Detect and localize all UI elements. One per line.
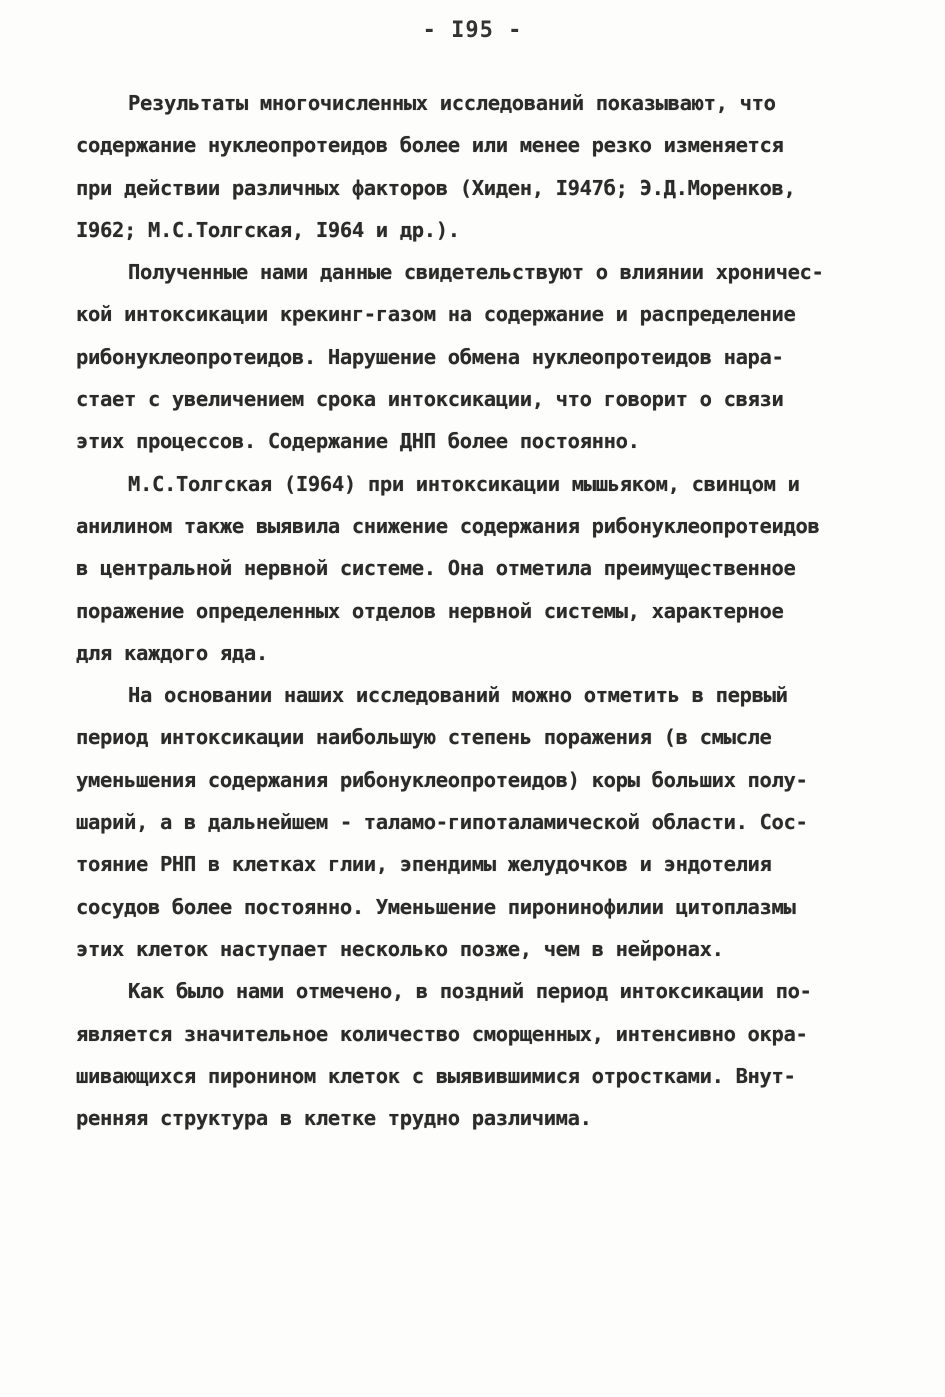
text-line: содержание нуклеопротеидов более или менее резко изменяется: [76, 133, 784, 158]
text-line: ренняя структура в клетке трудно различима.: [76, 1106, 592, 1131]
text-line: I962; М.С.Толгская, I964 и др.).: [76, 217, 460, 242]
text-line: кой интоксикации крекинг-газом на содержание и распределение: [76, 302, 796, 327]
text-line: стает с увеличением срока интоксикации, что говорит о связи: [76, 387, 784, 412]
text-line: На основании наших исследований можно отметить в первый: [128, 683, 788, 708]
text-line: анилином также выявила снижение содержания рибонуклеопротеидов: [76, 513, 820, 538]
text-line: для каждого яда.: [76, 640, 268, 665]
text-line: этих процессов. Содержание ДНП более постоянно.: [76, 429, 640, 454]
text-line: шивающихся пиронином клеток с выявившимися отростками. Внут-: [76, 1063, 796, 1088]
text-line: рибонуклеопротеидов. Нарушение обмена нуклеопротеидов нара-: [76, 344, 784, 369]
text-line: тояние РНП в клетках глии, эпендимы желудочков и эндотелия: [76, 852, 772, 877]
text-line: сосудов более постоянно. Уменьшение пиронинофилии цитоплазмы: [76, 894, 796, 919]
text-line: этих клеток наступает несколько позже, чем в нейронах.: [76, 936, 724, 961]
text-line: поражение определенных отделов нервной системы, характерное: [76, 598, 784, 623]
paragraph-4: [76, 674, 876, 970]
paragraph-3: [76, 463, 876, 674]
paragraph-2: [76, 251, 876, 462]
text-line: является значительное количество сморщенных, интенсивно окра-: [76, 1021, 808, 1046]
text-line: Полученные нами данные свидетельствуют о влиянии хроничес-: [128, 260, 824, 285]
text-line: шарий, а в дальнейшем - таламо-гипоталамической области. Сос-: [76, 810, 808, 835]
text-line: Как было нами отмечено, в поздний период интоксикации по-: [128, 979, 812, 1004]
paragraph-1: [76, 82, 876, 251]
text-line: Результаты многочисленных исследований показывают, что: [128, 91, 776, 115]
text-line: в центральной нервной системе. Она отметила преимущественное: [76, 556, 796, 581]
text-line: период интоксикации наибольшую степень поражения (в смысле: [76, 725, 772, 750]
text-line: М.С.Толгская (I964) при интоксикации мышьяком, свинцом и: [128, 471, 800, 496]
paragraph-5: [76, 970, 876, 1139]
page-number: - I95 -: [422, 18, 523, 43]
text-line: уменьшения содержания рибонуклеопротеидов) коры больших полу-: [76, 767, 808, 792]
text-line: при действии различных факторов (Хиден, I947б; Э.Д.Моренков,: [76, 175, 796, 200]
body-text: [76, 82, 876, 1139]
